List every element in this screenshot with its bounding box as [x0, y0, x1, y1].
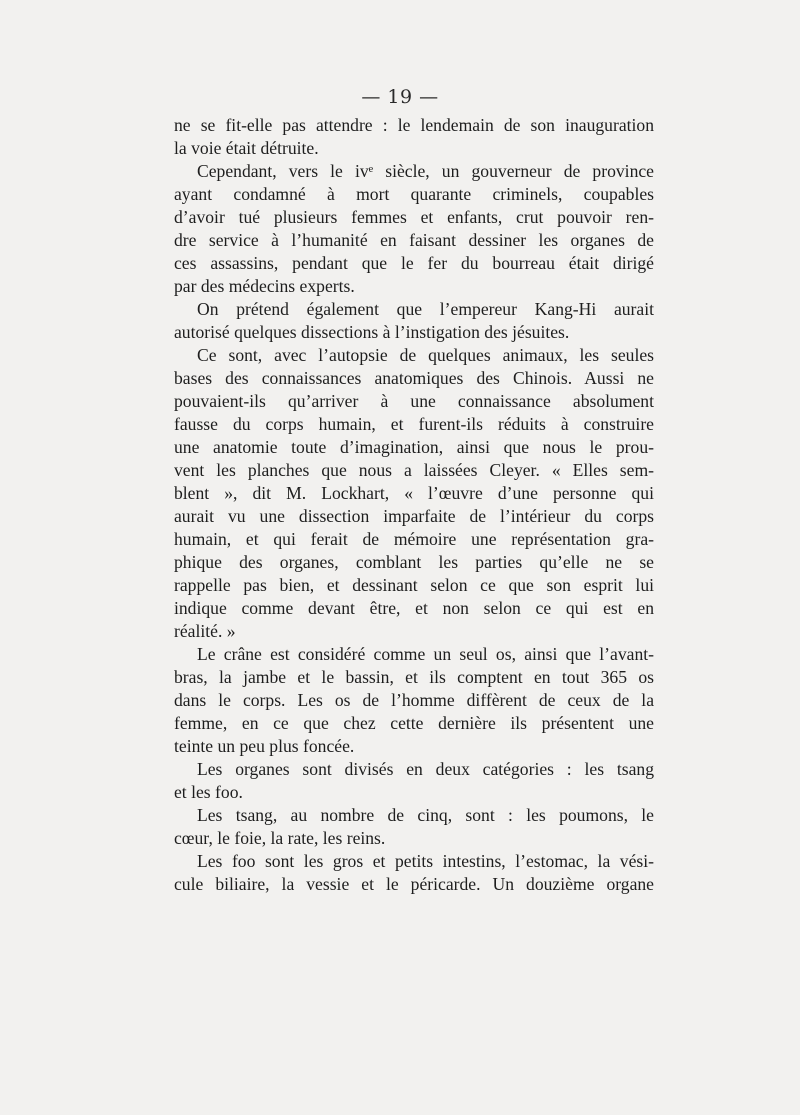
text-line: autorisé quelques dissections à l’instigation des jésuites. — [174, 322, 570, 342]
text-line: rappelle pas bien, et dessinant selon ce que son esprit lui — [174, 575, 654, 595]
text-line: bases des connaissances anatomiques des Chinois. Aussi ne — [174, 368, 654, 388]
body-text — [174, 114, 654, 896]
text-line: blent », dit M. Lockhart, « l’œuvre d’une personne qui — [174, 483, 654, 503]
text-line: bras, la jambe et le bassin, et ils comptent en tout 365 os — [174, 667, 654, 687]
paragraph — [174, 643, 654, 758]
text-line: dans le corps. Les os de l’homme diffèrent de ceux de la — [174, 690, 654, 710]
text-line: cule biliaire, la vessie et le péricarde. Un douzième organe — [174, 874, 654, 894]
text-line: dre service à l’humanité en faisant dessiner les organes de — [174, 230, 654, 250]
text-line: humain, et qui ferait de mémoire une représentation gra- — [174, 529, 654, 549]
text-line: On prétend également que l’empereur Kang-Hi aurait — [197, 299, 654, 319]
text-line: Les organes sont divisés en deux catégories : les tsang — [197, 759, 654, 779]
text-line: une anatomie toute d’imagination, ainsi que nous le prou- — [174, 437, 654, 457]
text-line: la voie était détruite. — [174, 138, 319, 158]
text-line: et les foo. — [174, 782, 243, 802]
text-line: fausse du corps humain, et furent-ils réduits à construire — [174, 414, 654, 434]
text-line: Les tsang, au nombre de cinq, sont : les poumons, le — [197, 805, 654, 825]
text-line: ayant condamné à mort quarante criminels, coupables — [174, 184, 654, 204]
text-line: indique comme devant être, et non selon ce qui est en — [174, 598, 654, 618]
text-line: Ce sont, avec l’autopsie de quelques animaux, les seules — [197, 345, 654, 365]
text-line: vent les planches que nous a laissées Cleyer. « Elles sem- — [174, 460, 654, 480]
paragraph — [174, 114, 654, 160]
paragraph — [174, 850, 654, 896]
text-line: ces assassins, pendant que le fer du bourreau était dirigé — [174, 253, 654, 273]
text-line: Les foo sont les gros et petits intestins, l’estomac, la vési- — [197, 851, 654, 871]
text-line: par des médecins experts. — [174, 276, 355, 296]
text-line: femme, en ce que chez cette dernière ils présentent une — [174, 713, 654, 733]
paragraph — [174, 298, 654, 344]
paragraph — [174, 160, 654, 298]
paragraph — [174, 804, 654, 850]
text-line: Cependant, vers le ivᵉ siècle, un gouverneur de province — [197, 161, 654, 181]
paragraph — [174, 758, 654, 804]
paragraph — [174, 344, 654, 643]
page-number: — 19 — — [361, 86, 439, 108]
text-line: réalité. » — [174, 621, 236, 641]
text-line: cœur, le foie, la rate, les reins. — [174, 828, 386, 848]
text-line: Le crâne est considéré comme un seul os, ainsi que l’avant- — [197, 644, 654, 664]
text-line: pouvaient-ils qu’arriver à une connaissance absolument — [174, 391, 654, 411]
text-line: ne se fit-elle pas attendre : le lendemain de son inauguration — [174, 115, 654, 135]
text-line: d’avoir tué plusieurs femmes et enfants, crut pouvoir ren- — [174, 207, 654, 227]
text-line: teinte un peu plus foncée. — [174, 736, 355, 756]
text-line: phique des organes, comblant les parties qu’elle ne se — [174, 552, 654, 572]
text-line: aurait vu une dissection imparfaite de l’intérieur du corps — [174, 506, 654, 526]
